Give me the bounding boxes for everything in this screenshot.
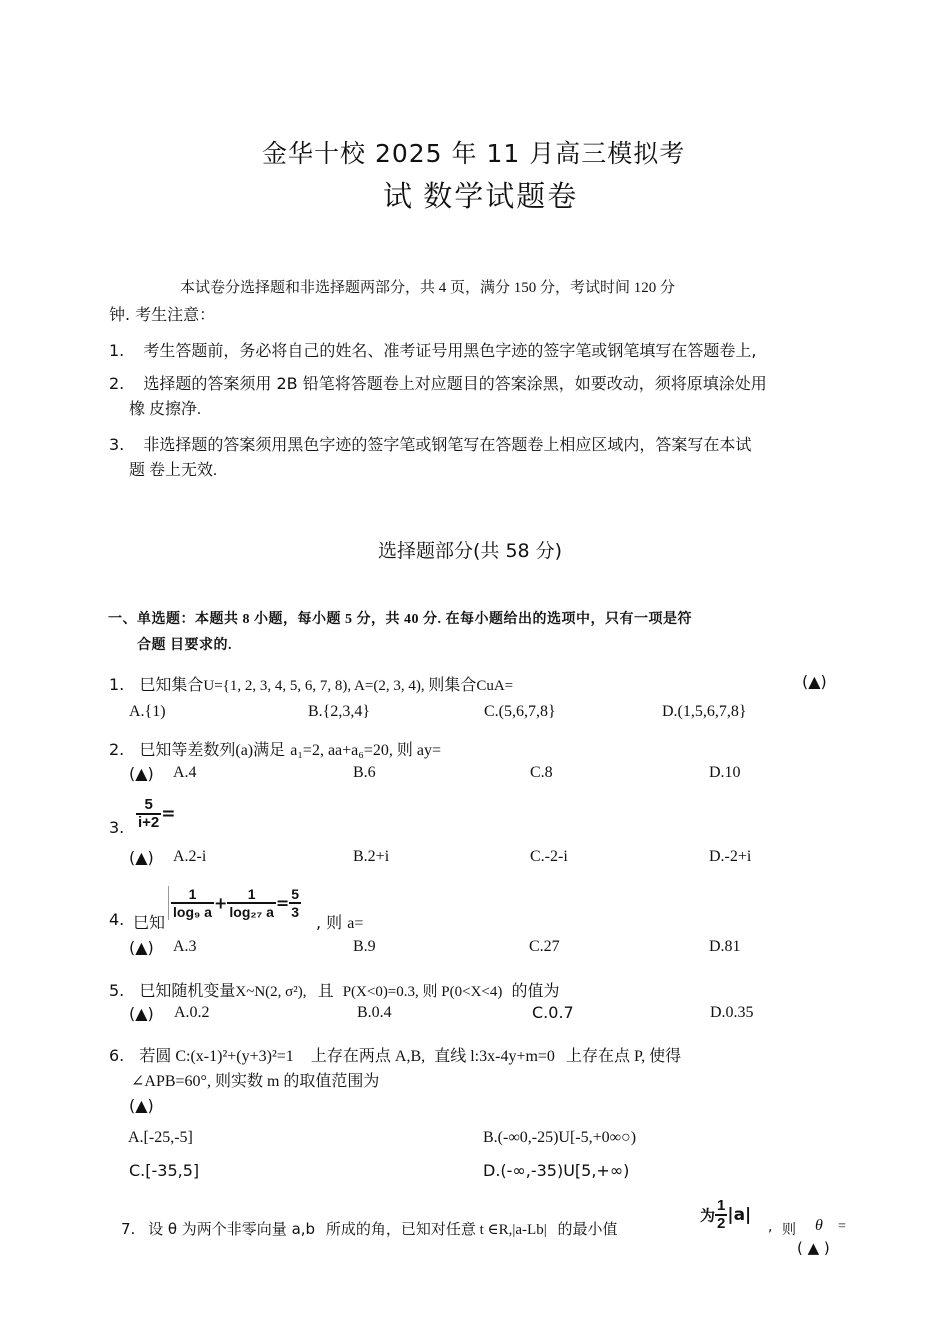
stem-text: 且 [317, 981, 334, 1000]
note-2-continued: 橡 皮擦净. [129, 401, 202, 418]
fraction-numerator: 5 [291, 886, 300, 902]
option-d: D.0.35 [710, 1004, 754, 1021]
option-b: B.6 [353, 764, 376, 781]
question-number: 2. [109, 740, 125, 759]
note-3 [109, 432, 751, 455]
question-number: 5. [109, 981, 125, 1000]
absolute-value: |a| [727, 1205, 752, 1225]
question-1-stem [109, 672, 513, 695]
question-7-formula [700, 1198, 751, 1232]
note-number: 1. [109, 341, 125, 360]
intro-line2: 钟. 考生注意： [109, 305, 216, 324]
stem-text: 所成的角，已知对任意 t ∈R,|a-Lb| [325, 1222, 547, 1238]
note-text: 选择题的答案须用 2B 铅笔将答题卷上对应题目的答案涂黑，如要改动，须将原填涂处用 [143, 374, 767, 393]
option-d: D.81 [709, 938, 741, 955]
answer-placeholder: (▲) [129, 938, 154, 957]
question-4-formula [168, 886, 301, 920]
note-text: 考生答题前，务必将自己的姓名、准考证号用黑色字迹的签字笔或钢笔填写在答题卷上, [143, 341, 757, 360]
option-a: A.4 [173, 764, 197, 781]
option-a: A.[-25,-5] [128, 1129, 193, 1146]
equals-sign: = [275, 893, 290, 913]
option-c: C.(5,6,7,8} [484, 703, 556, 720]
stem-text: 巳知 [133, 913, 166, 932]
option-c: C.27 [529, 938, 560, 955]
option-a: A.3 [173, 938, 197, 955]
fraction-denominator: log₂₇ a [229, 904, 274, 920]
stem-text: 上存在点 P, 使得 [566, 1048, 682, 1065]
intro-line1: 本试卷分选择题和非选择题两部分，共 4 页，满分 150 分，考试时间 120 分 [180, 280, 676, 296]
section-title: 选择题部分(共 58 分) [378, 540, 563, 562]
answer-placeholder: (▲) [129, 1004, 154, 1023]
stem-text: 的值为 [511, 981, 560, 1000]
exam-title-line1: 金华十校 2025 年 11 月高三模拟考 [262, 139, 686, 168]
option-c: C.-2-i [530, 848, 568, 865]
theta-symbol: θ [815, 1217, 823, 1234]
stem-math: 若圆 C:(x-1)²+(y+3)²=1 [139, 1048, 294, 1065]
question-number: 3. [109, 818, 125, 837]
question-number: 1. [109, 675, 125, 694]
option-b: B.(-∞0,-25)U[-5,+0∞○) [483, 1129, 637, 1146]
stem-math: U={1, 2, 3, 4, 5, 6, 7, 8), A=(2, 3, 4), [203, 678, 429, 694]
option-d: D.-2+i [709, 848, 752, 865]
fraction-numerator: 1 [717, 1197, 726, 1214]
stem-math: X~N(2, σ²), [235, 984, 307, 1000]
fraction-numerator: 5 [144, 796, 153, 813]
note-number: 2. [109, 374, 125, 393]
question-6-stem [109, 1043, 681, 1066]
fraction-denominator: 2 [717, 1215, 726, 1232]
stem-text: 为 [700, 1206, 716, 1225]
stem-text: 的最小值 [557, 1220, 618, 1238]
stem-text: 满足 [253, 740, 286, 759]
fraction-denominator: 3 [291, 904, 300, 920]
answer-placeholder: ( ▲ ) [797, 1239, 830, 1257]
note-3-continued: 题 卷上无效. [129, 462, 218, 479]
option-a: A.2-i [173, 848, 207, 865]
answer-placeholder: (▲) [802, 672, 827, 691]
stem-text: 则 [782, 1223, 796, 1238]
stem-text: 巳知等差数列 [139, 740, 236, 759]
option-d: D.(-∞,-35)U[5,+∞) [483, 1161, 630, 1180]
plus-sign: + [213, 893, 228, 913]
stem-math: a₁=2, aa+a₆=20, 则 ay= [290, 742, 442, 759]
stem-text: 设 θ 为两个非零向量 a,b [148, 1220, 316, 1238]
question-6-line2: ∠APB=60°, 则实数 m 的取值范围为 [131, 1073, 380, 1090]
question-3-fraction [136, 797, 176, 831]
stem-text: 巳知集合 [139, 675, 204, 694]
note-text: 非选择题的答案须用黑色字迹的签字笔或钢笔写在答题卷上相应区域内，答案写在本试 [143, 435, 752, 454]
stem-text: , [768, 1219, 773, 1235]
question-7-stem [121, 1218, 618, 1239]
fraction-numerator: 1 [188, 886, 197, 902]
option-a: A.0.2 [174, 1004, 210, 1021]
stem-math: a= [347, 915, 364, 932]
option-b: B.0.4 [357, 1004, 392, 1021]
stem-text: , 则 [316, 913, 343, 932]
option-b: B.9 [353, 938, 376, 955]
option-a: A.{1) [129, 703, 166, 720]
stem-math: P(X<0)=0.3, 则 P(0<X<4) [342, 984, 503, 1000]
question-2-stem [109, 737, 441, 760]
note-2 [109, 371, 767, 394]
fraction-denominator: log₉ a [173, 904, 212, 920]
fraction-denominator: i+2 [138, 814, 160, 831]
question-5-stem [109, 978, 559, 1001]
stem-math: 直线 l:3x-4y+m=0 [434, 1048, 555, 1065]
stem-text [316, 910, 363, 933]
stem-text: 则集合 [428, 675, 477, 694]
note-1 [109, 338, 756, 361]
question-number: 6. [109, 1046, 125, 1065]
option-c: C.8 [530, 764, 553, 781]
note-number: 3. [109, 435, 125, 454]
option-b: B.{2,3,4} [308, 703, 371, 720]
equals-sign: = [161, 804, 176, 824]
option-c: C.[-35,5] [129, 1161, 200, 1180]
equals-sign: = [838, 1219, 846, 1234]
question-number: 7. [121, 1220, 136, 1238]
option-d: D.10 [709, 764, 741, 781]
stem-math: CuA= [476, 678, 514, 694]
stem-text: 上存在两点 A,B, [310, 1048, 426, 1065]
fraction-numerator: 1 [247, 886, 256, 902]
answer-placeholder: (▲) [129, 764, 154, 783]
option-b: B.2+i [353, 848, 390, 865]
option-d: D.(1,5,6,7,8} [662, 703, 747, 720]
stem-text: 巳知随机变量 [139, 981, 236, 1000]
answer-placeholder: (▲) [129, 848, 154, 867]
part-header-line2: 合题 目要求的. [137, 638, 232, 653]
stem-math: (a) [235, 742, 254, 759]
answer-placeholder: (▲) [129, 1096, 154, 1115]
exam-title-line2: 试 数学试题卷 [383, 181, 579, 213]
option-c: C.0.7 [532, 1003, 574, 1022]
question-number: 4. [109, 910, 125, 929]
part-header-line1: 一、单选题：本题共 8 小题，每小题 5 分，共 40 分. 在每小题给出的选项中，只有一项是符 [108, 612, 692, 627]
